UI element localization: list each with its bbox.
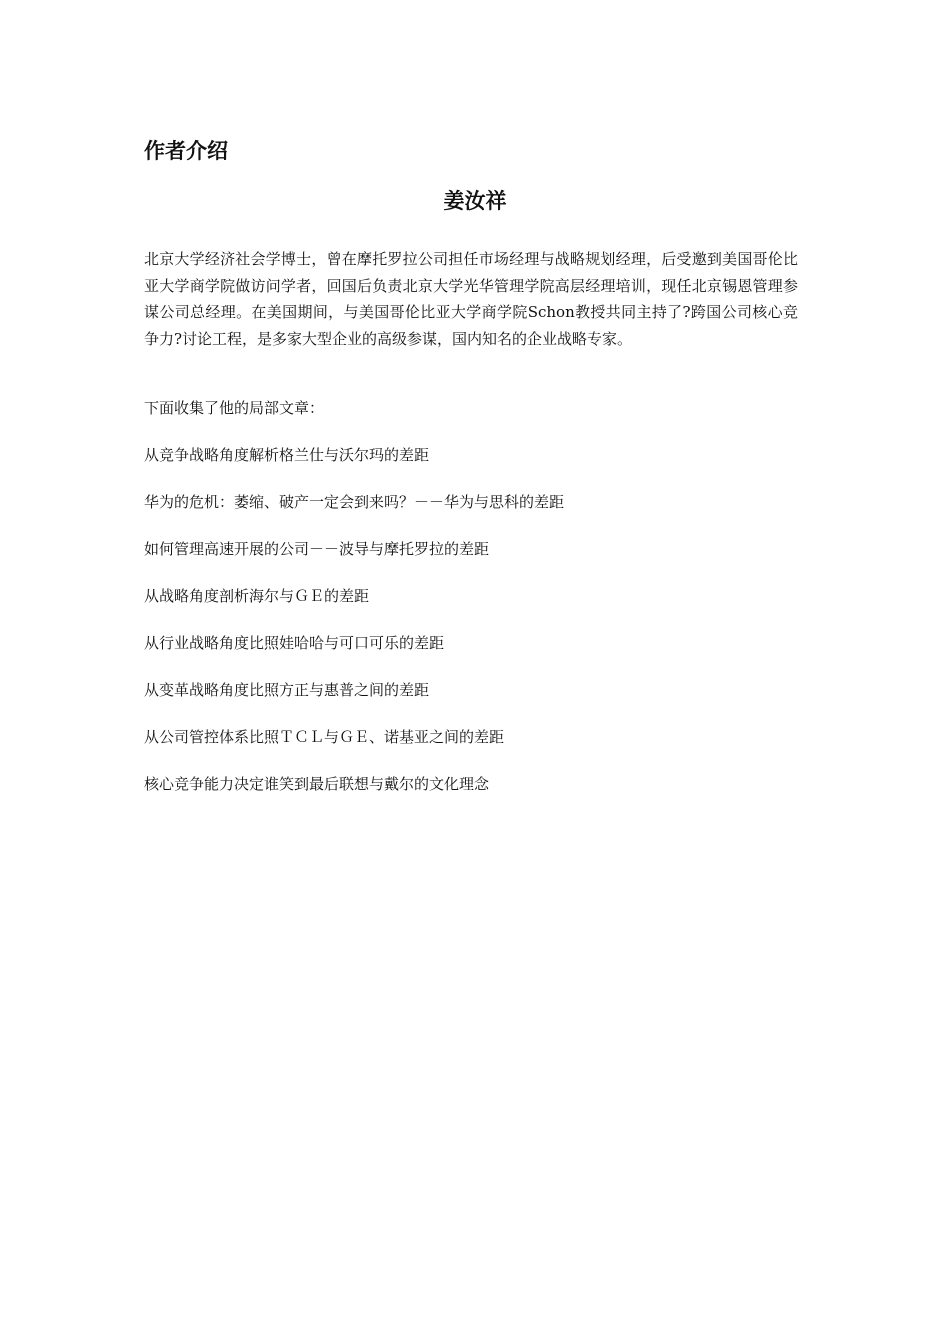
article-item: 从行业战略角度比照娃哈哈与可口可乐的差距 <box>144 634 445 652</box>
article-item: 如何管理高速开展的公司－－波导与摩托罗拉的差距 <box>144 540 490 558</box>
article-item: 从公司管控体系比照ＴＣＬ与ＧＥ、诺基亚之间的差距 <box>144 728 505 746</box>
article-item: 从战略角度剖析海尔与ＧＥ的差距 <box>144 587 370 605</box>
author-name: 姜汝祥 <box>443 189 507 213</box>
article-list <box>144 442 564 818</box>
article-item: 核心竞争能力决定谁笑到最后联想与戴尔的文化理念 <box>144 775 490 793</box>
section-heading: 作者介绍 <box>144 139 228 163</box>
articles-intro: 下面收集了他的局部文章： <box>144 399 325 417</box>
author-bio: 北京大学经济社会学博士，曾在摩托罗拉公司担任市场经理与战略规划经理，后受邀到美国哥伦比亚大学商学院做访问学者，回国后负责北京大学光华管理学院高层经理培训，现任北京锡恩管理参谋公司总经理。在美国期间，与美国哥伦比亚大学商学院Schon教授共同主持了?跨国公司核心竞争力?讨论工程，是多家大型企业的高级参谋，国内知名的企业战略专家。 <box>144 250 798 348</box>
article-item: 从变革战略角度比照方正与惠普之间的差距 <box>144 681 430 699</box>
article-item: 华为的危机：萎缩、破产一定会到来吗？－－华为与思科的差距 <box>144 493 565 511</box>
article-item: 从竞争战略角度解析格兰仕与沃尔玛的差距 <box>144 446 430 464</box>
